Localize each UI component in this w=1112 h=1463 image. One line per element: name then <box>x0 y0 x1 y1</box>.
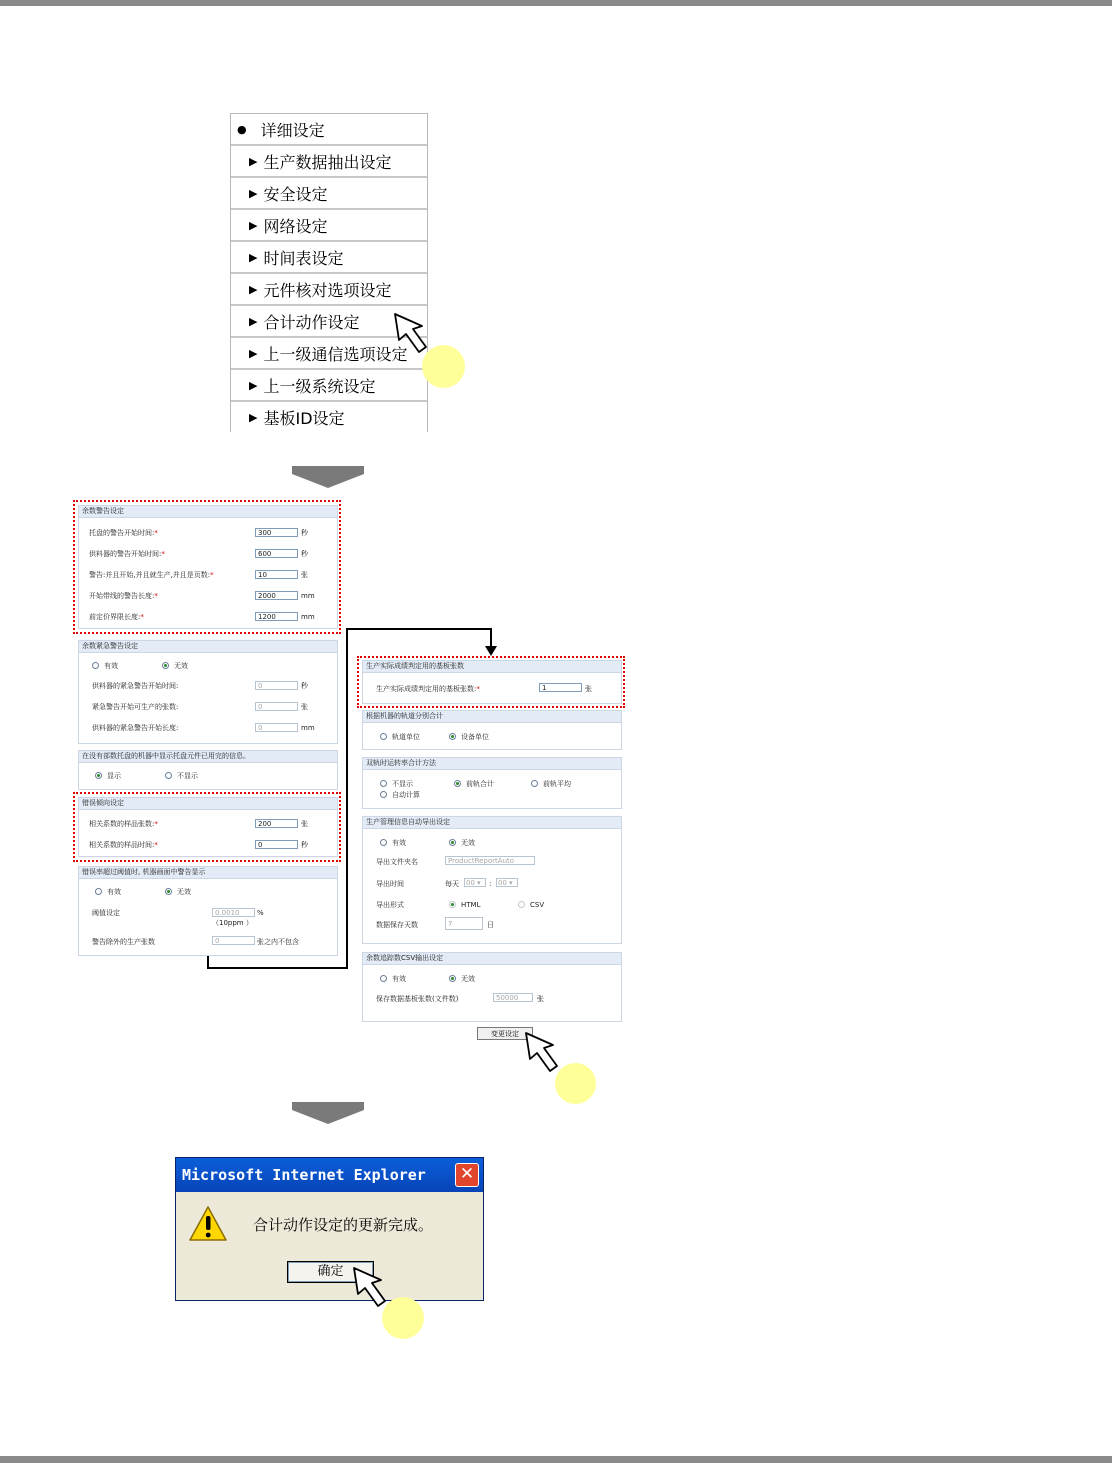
radio-label: 无效 <box>177 888 191 896</box>
unit-label: 张 <box>301 571 308 579</box>
menu-item-label: 上一级通信选项设定 <box>263 344 408 364</box>
panel-title: 双轨时运转率合计方法 <box>363 758 621 770</box>
radio-disable[interactable] <box>449 975 456 982</box>
ok-button[interactable]: 确定 <box>287 1261 374 1283</box>
radio-auto-calc[interactable] <box>380 791 387 798</box>
menu-item-upper-system[interactable] <box>231 370 427 402</box>
radio-label: 自动计算 <box>392 791 420 799</box>
tape-warning-length-input[interactable]: 2000 <box>255 591 298 600</box>
radio-label: 无效 <box>174 662 188 670</box>
retention-days-input[interactable]: 7 <box>445 917 483 930</box>
field-label: 供料器的紧急警告开始时间: <box>92 682 179 690</box>
unit-label: % <box>257 909 264 917</box>
field-label: 托盘的警告开始时间:* <box>89 529 158 537</box>
apply-settings-button[interactable]: 变更设定 <box>477 1027 533 1040</box>
connector-line <box>346 628 492 630</box>
dialog-title: Microsoft Internet Explorer <box>176 1158 483 1192</box>
field-label: 相关系数的样品张数:* <box>89 820 158 828</box>
pointer-cursor-icon <box>352 1266 394 1310</box>
dialog-message: 合计动作设定的更新完成。 <box>253 1216 434 1234</box>
field-label: 保存数据基板张数(文件数) <box>376 995 459 1003</box>
triangle-right-icon: ▶ <box>249 154 258 168</box>
menu-item-label: 基板ID设定 <box>263 408 345 428</box>
sheet-count-input[interactable]: 10 <box>255 570 298 579</box>
menu-item-label: 安全设定 <box>263 184 328 204</box>
menu-item-label: 合计动作设定 <box>263 312 360 332</box>
menu-item-production-data[interactable] <box>231 146 427 178</box>
connector-line <box>490 628 492 648</box>
triangle-right-icon: ▶ <box>249 410 258 424</box>
field-label: 供料器的警告开始时间:* <box>89 550 165 558</box>
menu-item-security[interactable] <box>231 178 427 210</box>
saved-board-count-input[interactable]: 50000 <box>493 993 533 1002</box>
top-border-bar <box>0 0 1112 6</box>
connector-line <box>207 967 348 969</box>
menu-item-label: 时间表设定 <box>263 248 344 268</box>
detail-settings-menu <box>230 113 428 432</box>
menu-item-verification[interactable] <box>231 274 427 306</box>
panel-title: 错误率超过阈值时, 机器画面中警告显示 <box>79 867 337 879</box>
menu-item-network[interactable] <box>231 210 427 242</box>
radio-enable[interactable] <box>380 975 387 982</box>
radio-disable[interactable] <box>165 888 172 895</box>
radio-enable[interactable] <box>92 662 99 669</box>
triangle-right-icon: ▶ <box>249 378 258 392</box>
down-arrow-icon <box>292 466 364 488</box>
emergency-time-input[interactable]: 0 <box>255 681 298 690</box>
unit-label: 张 <box>537 995 544 1003</box>
triangle-right-icon: ▶ <box>249 282 258 296</box>
arrowhead-icon <box>485 646 497 656</box>
menu-item-label: 上一级系统设定 <box>263 376 376 396</box>
radio-label: CSV <box>530 901 545 909</box>
radio-label: 有效 <box>392 975 406 983</box>
unit-label: 张 <box>585 685 592 693</box>
panel-title: 在没有部数托盘的机器中显示托盘元件已用完的信息。 <box>79 751 337 763</box>
minute-select[interactable]: 00 ▾ <box>496 878 518 887</box>
emergency-length-input[interactable]: 0 <box>255 723 298 732</box>
radio-label: 有效 <box>392 839 406 847</box>
field-label: 导出形式 <box>376 901 404 909</box>
pointer-cursor-icon <box>393 312 435 356</box>
radio-csv[interactable] <box>518 901 525 908</box>
time-prefix: 每天 <box>445 880 459 888</box>
menu-item-label: 生产数据抽出设定 <box>263 152 392 172</box>
error-rate-warning-panel <box>78 866 338 956</box>
connector-line <box>346 628 348 969</box>
radio-label: 无效 <box>461 975 475 983</box>
alert-dialog <box>175 1157 484 1301</box>
radio-front-average[interactable] <box>531 780 538 787</box>
unit-label: mm <box>301 592 315 600</box>
exclude-label: 警告除外的生产张数 <box>92 938 155 946</box>
csv-output-panel <box>362 952 622 1022</box>
radio-front-total[interactable] <box>454 780 461 787</box>
triangle-right-icon: ▶ <box>249 186 258 200</box>
radio-label: HTML <box>461 901 481 909</box>
triangle-right-icon: ▶ <box>249 218 258 232</box>
panel-title: 根据机器的轨道分别合计 <box>363 711 621 723</box>
close-icon[interactable]: ✕ <box>455 1163 479 1187</box>
radio-label: 不显示 <box>177 772 198 780</box>
panel-title: 错误倾向设定 <box>79 798 337 810</box>
radio-track-unit[interactable] <box>380 733 387 740</box>
highlight-box <box>73 792 341 862</box>
threshold-note: （10ppm ） <box>212 919 253 927</box>
unit-label: 张之内不包含 <box>257 938 299 946</box>
radio-label: 设备单位 <box>461 733 489 741</box>
unit-label: mm <box>301 613 315 621</box>
radio-label: 前轨平均 <box>543 780 571 788</box>
radio-show[interactable] <box>95 772 102 779</box>
sample-count-input[interactable]: 200 <box>255 819 298 828</box>
track-total-panel <box>362 710 622 750</box>
menu-header <box>231 114 427 146</box>
radio-html[interactable] <box>449 901 456 908</box>
radio-label: 无效 <box>461 839 475 847</box>
radio-hide[interactable] <box>165 772 172 779</box>
radio-label: 轨道单位 <box>392 733 420 741</box>
unit-label: 张 <box>301 703 308 711</box>
radio-enable[interactable] <box>95 888 102 895</box>
down-arrow-icon <box>292 1102 364 1124</box>
unit-label: 张 <box>301 820 308 828</box>
sample-time-input[interactable]: 0 <box>255 840 298 849</box>
unit-label: 秒 <box>301 841 308 849</box>
threshold-label: 阈值设定 <box>92 909 120 917</box>
field-label: 数据保存天数 <box>376 921 418 929</box>
auto-export-panel <box>362 816 622 944</box>
limit-length-input[interactable]: 1200 <box>255 612 298 621</box>
radio-label: 不显示 <box>392 780 413 788</box>
panel-title: 余数紧急警告设定 <box>79 641 337 653</box>
field-label: 开始带线的警告长度:* <box>89 592 158 600</box>
panel-title: 余数追踪数CSV输出设定 <box>363 953 621 965</box>
highlight-box <box>357 656 625 708</box>
menu-header-label: 详细设定 <box>260 120 325 140</box>
emergency-sheets-input[interactable]: 0 <box>255 702 298 711</box>
panel-title: 余数警告设定 <box>79 506 337 518</box>
triangle-right-icon: ▶ <box>249 314 258 328</box>
unit-label: 秒 <box>301 550 308 558</box>
bullet-icon: ● <box>237 122 247 136</box>
hour-select[interactable]: 00 ▾ <box>464 878 486 887</box>
field-label: 警告:并且开始,并且就生产,并且是页数:* <box>89 571 214 579</box>
unit-label: 日 <box>487 921 494 929</box>
radio-disable[interactable] <box>449 839 456 846</box>
triangle-right-icon: ▶ <box>249 346 258 360</box>
radio-device-unit[interactable] <box>449 733 456 740</box>
warning-icon <box>188 1205 228 1243</box>
tray-warning-time-input[interactable]: 300 <box>255 528 298 537</box>
field-label: 相关系数的样品时间:* <box>89 841 158 849</box>
field-label: 导出文件夹名 <box>376 858 418 866</box>
highlight-box <box>73 500 341 634</box>
panel-title: 生产管理信息自动导出设定 <box>363 817 621 829</box>
radio-enable[interactable] <box>380 839 387 846</box>
radio-label: 有效 <box>107 888 121 896</box>
time-colon: : <box>489 880 492 888</box>
radio-label: 有效 <box>104 662 118 670</box>
menu-item-board-id[interactable] <box>231 402 427 432</box>
triangle-right-icon: ▶ <box>249 250 258 264</box>
bottom-border-bar <box>0 1456 1112 1463</box>
unit-label: mm <box>301 724 315 732</box>
feeder-warning-time-input[interactable]: 600 <box>255 549 298 558</box>
field-label: 导出时间 <box>376 880 404 888</box>
export-folder-input[interactable]: ProductReportAuto <box>445 856 535 865</box>
menu-item-schedule[interactable] <box>231 242 427 274</box>
threshold-input[interactable]: 0.0010 <box>212 908 255 917</box>
dual-track-rate-panel <box>362 757 622 809</box>
judge-board-count-input[interactable]: 1 <box>539 683 582 692</box>
radio-label: 前轨合计 <box>466 780 494 788</box>
emergency-warning-panel <box>78 640 338 744</box>
field-label: 前定价界限长度:* <box>89 613 144 621</box>
tray-empty-message-panel <box>78 750 338 790</box>
exclude-input[interactable]: 0 <box>212 936 255 945</box>
radio-label: 显示 <box>107 772 121 780</box>
radio-no-display[interactable] <box>380 780 387 787</box>
radio-disable[interactable] <box>162 662 169 669</box>
unit-label: 秒 <box>301 529 308 537</box>
unit-label: 秒 <box>301 682 308 690</box>
panel-title: 生产实际成绩判定用的基板张数 <box>363 661 621 673</box>
pointer-cursor-icon <box>524 1031 566 1075</box>
field-label: 供料器的紧急警告开始长度: <box>92 724 179 732</box>
menu-item-label: 网络设定 <box>263 216 328 236</box>
menu-item-label: 元件核对选项设定 <box>263 280 392 300</box>
field-label: 紧急警告开始可生产的张数: <box>92 703 179 711</box>
field-label: 生产实际成绩判定用的基板张数:* <box>376 685 480 693</box>
